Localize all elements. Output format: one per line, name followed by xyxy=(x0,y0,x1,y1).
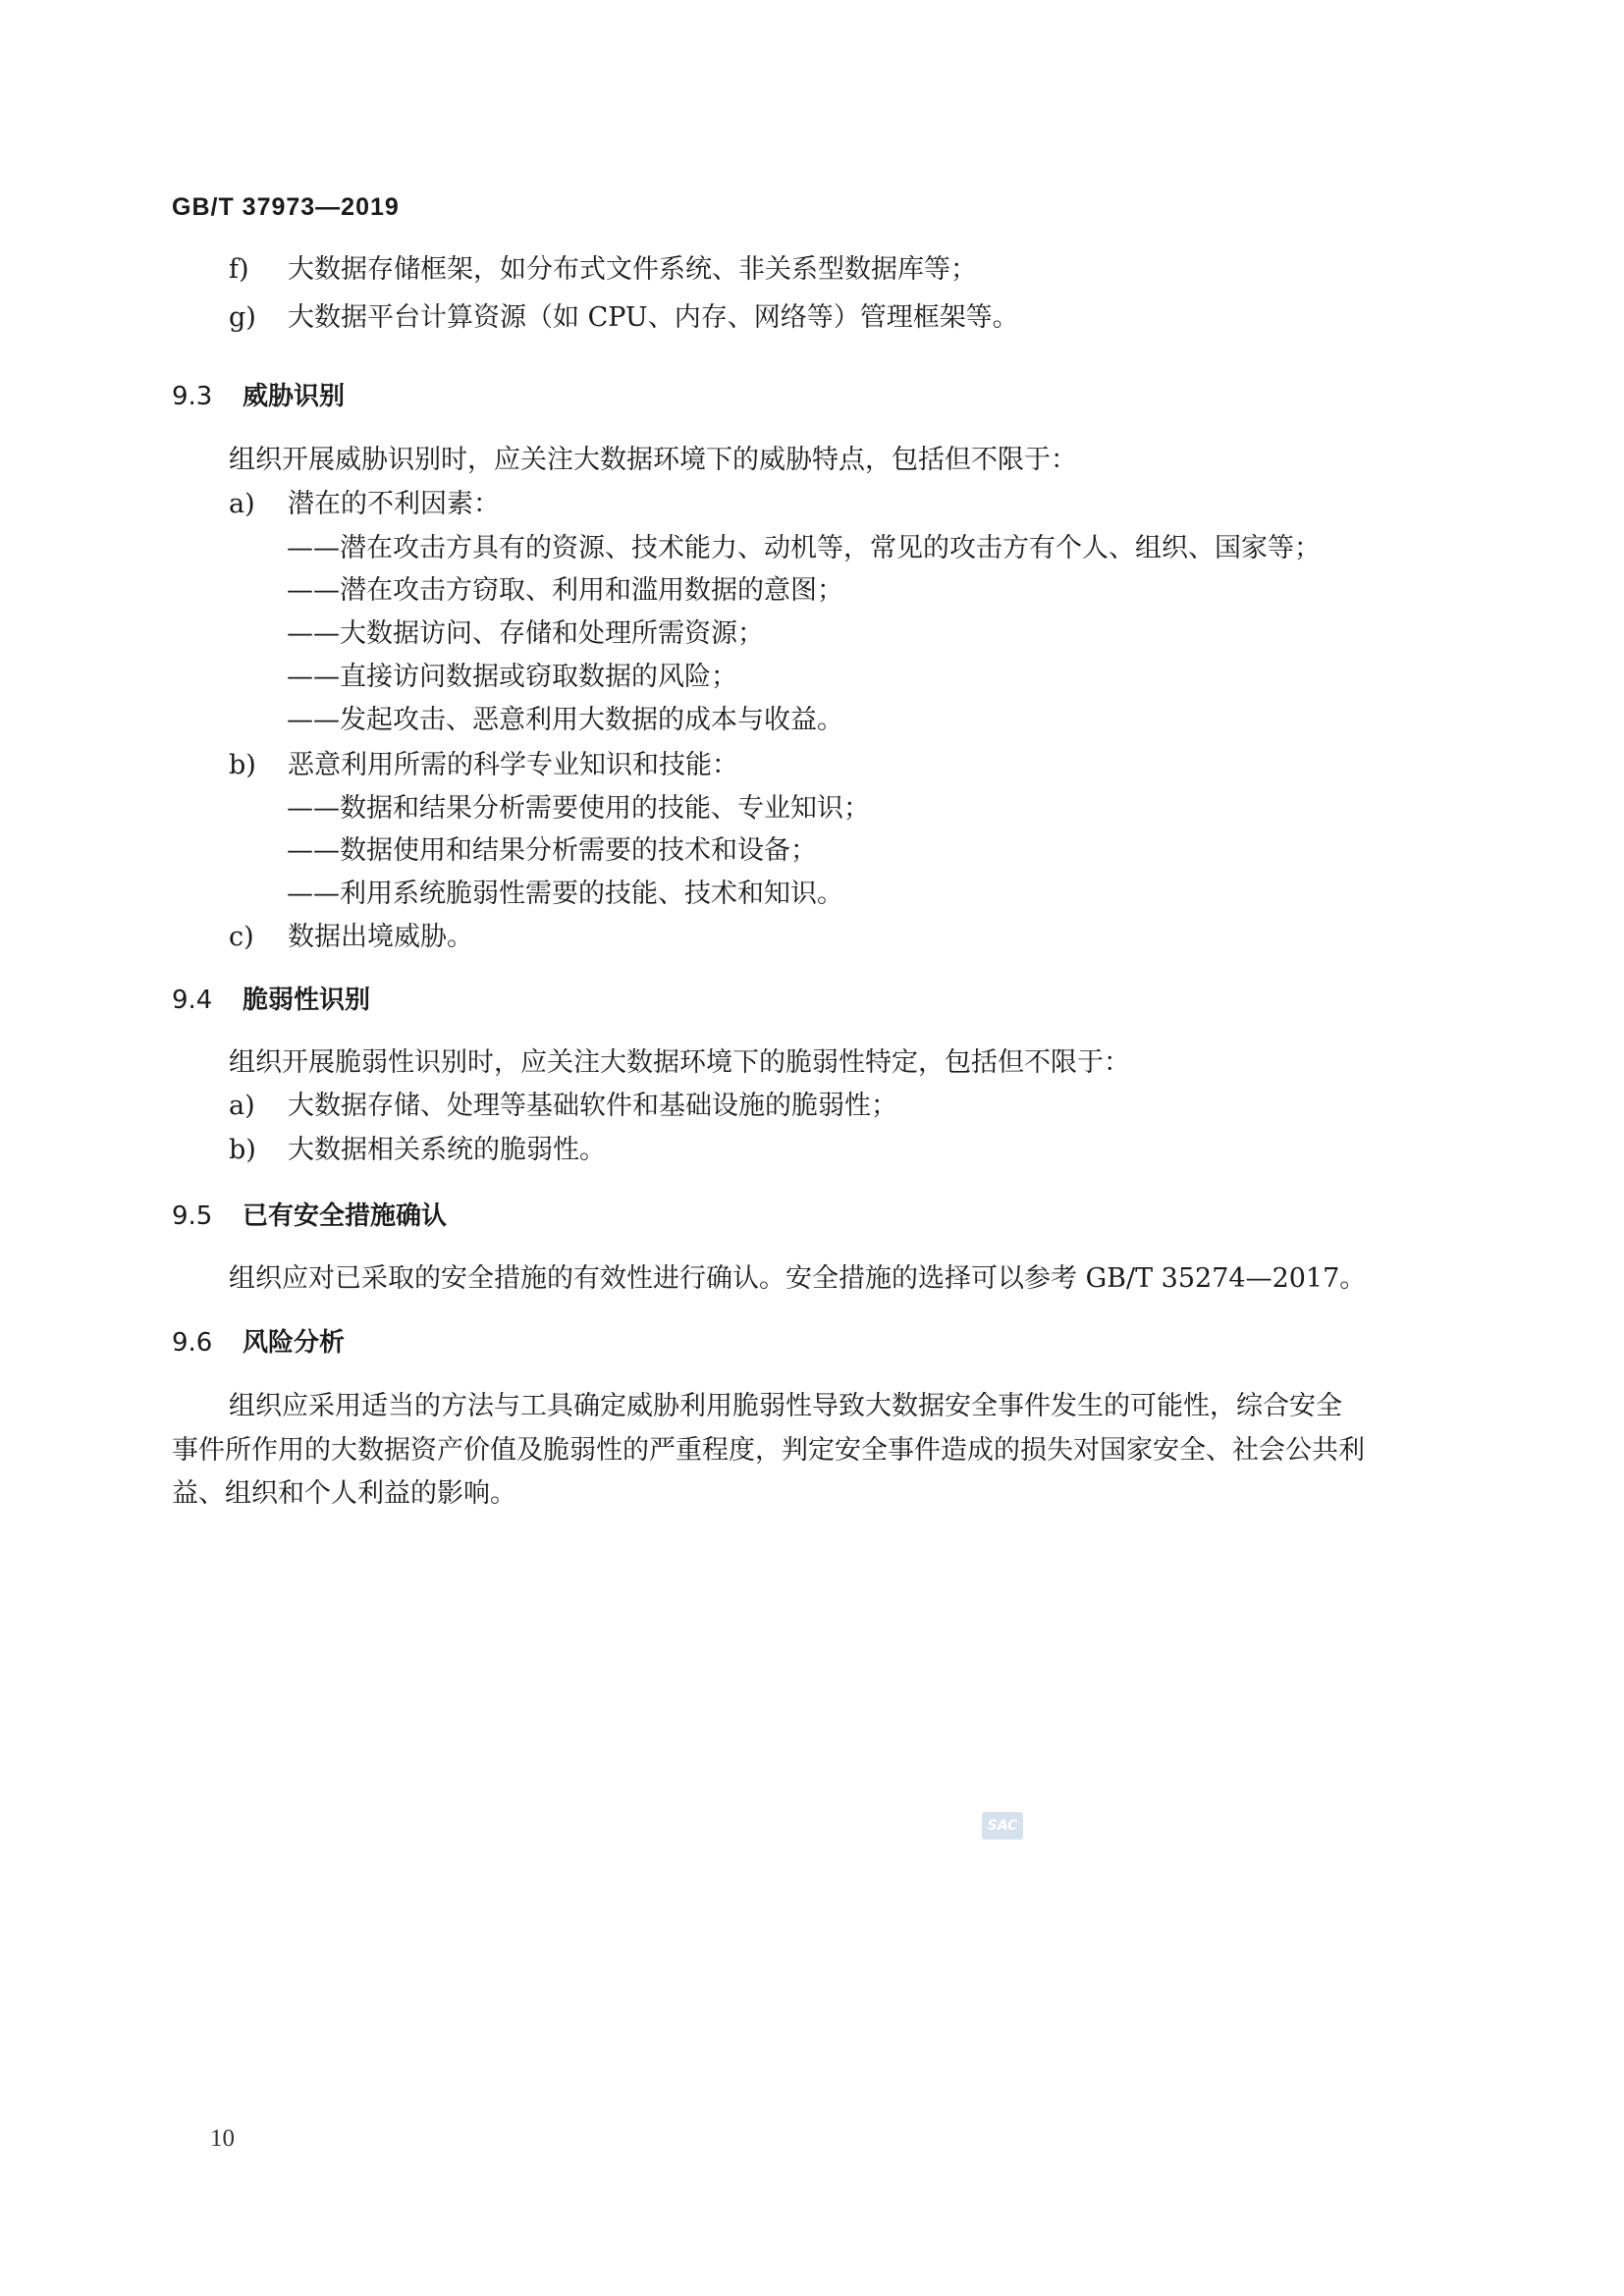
section-intro: 组织开展脆弱性识别时，应关注大数据环境下的脆弱性特定，包括但不限于： xyxy=(229,1047,1130,1078)
list-item-c xyxy=(229,918,473,957)
dash-item: ——利用系统脆弱性需要的技能、技术和知识。 xyxy=(287,879,843,909)
dash-item: ——直接访问数据或窃取数据的风险； xyxy=(287,662,737,692)
section-heading-9-6 xyxy=(172,1323,345,1362)
dash-item: ——潜在攻击方窃取、利用和滥用数据的意图； xyxy=(287,575,843,606)
list-marker: b) xyxy=(229,1135,256,1165)
list-item-text: 潜在的不利因素： xyxy=(288,489,500,519)
list-item-b xyxy=(229,746,738,785)
list-item-a xyxy=(229,485,500,524)
list-marker: g) xyxy=(229,302,256,333)
list-item-text: 大数据存储、处理等基础软件和基础设施的脆弱性； xyxy=(288,1091,897,1121)
section-heading-9-3 xyxy=(172,377,345,416)
paragraph-line: 益、组织和个人利益的影响。 xyxy=(172,1478,516,1509)
dash-item: ——发起攻击、恶意利用大数据的成本与收益。 xyxy=(287,705,843,735)
section-intro: 组织开展威胁识别时，应关注大数据环境下的威胁特点，包括但不限于： xyxy=(229,445,1077,475)
section-title: 脆弱性识别 xyxy=(243,986,371,1015)
section-heading-9-4 xyxy=(172,981,370,1020)
section-title: 已有安全措施确认 xyxy=(243,1201,448,1231)
section-title: 威胁识别 xyxy=(243,382,346,411)
paragraph-line: 事件所作用的大数据资产价值及脆弱性的严重程度，判定安全事件造成的损失对国家安全、社会公共利 xyxy=(172,1435,1365,1466)
section-number: 9.3 xyxy=(172,382,213,411)
section-title: 风险分析 xyxy=(243,1328,346,1358)
paragraph-line: 组织应采用适当的方法与工具确定威胁利用脆弱性导致大数据安全事件发生的可能性，综合安全 xyxy=(229,1391,1342,1421)
section-body: 组织应对已采取的安全措施的有效性进行确认。安全措施的选择可以参考 GB/T 35274—2017。 xyxy=(229,1263,1367,1294)
list-item-text: 大数据相关系统的脆弱性。 xyxy=(288,1135,606,1165)
list-item-text: 恶意利用所需的科学专业知识和技能： xyxy=(288,750,738,780)
list-item-b xyxy=(229,1131,606,1170)
list-marker: a) xyxy=(229,1091,255,1121)
section-heading-9-5 xyxy=(172,1197,447,1236)
list-marker: c) xyxy=(229,922,254,952)
standard-code-header: GB/T 37973—2019 xyxy=(172,193,400,221)
list-item-text: 大数据存储框架，如分布式文件系统、非关系型数据库等； xyxy=(288,254,977,285)
sac-watermark-logo: SAC xyxy=(982,1812,1023,1840)
list-item-f xyxy=(229,250,977,290)
section-number: 9.5 xyxy=(172,1201,213,1231)
list-item-text: 数据出境威胁。 xyxy=(288,922,473,952)
list-item-g xyxy=(229,298,1019,338)
list-marker: b) xyxy=(229,750,256,780)
section-number: 9.4 xyxy=(172,986,213,1015)
list-item-a xyxy=(229,1087,897,1126)
dash-item: ——数据和结果分析需要使用的技能、专业知识； xyxy=(287,793,870,824)
page-number: 10 xyxy=(210,2125,235,2152)
dash-item: ——潜在攻击方具有的资源、技术能力、动机等，常见的攻击方有个人、组织、国家等； xyxy=(287,533,1321,563)
list-marker: f) xyxy=(229,254,249,285)
list-item-text: 大数据平台计算资源（如 CPU、内存、网络等）管理框架等。 xyxy=(288,302,1019,333)
section-number: 9.6 xyxy=(172,1328,213,1358)
dash-item: ——数据使用和结果分析需要的技术和设备； xyxy=(287,835,817,866)
list-marker: a) xyxy=(229,489,255,519)
dash-item: ——大数据访问、存储和处理所需资源； xyxy=(287,618,764,649)
